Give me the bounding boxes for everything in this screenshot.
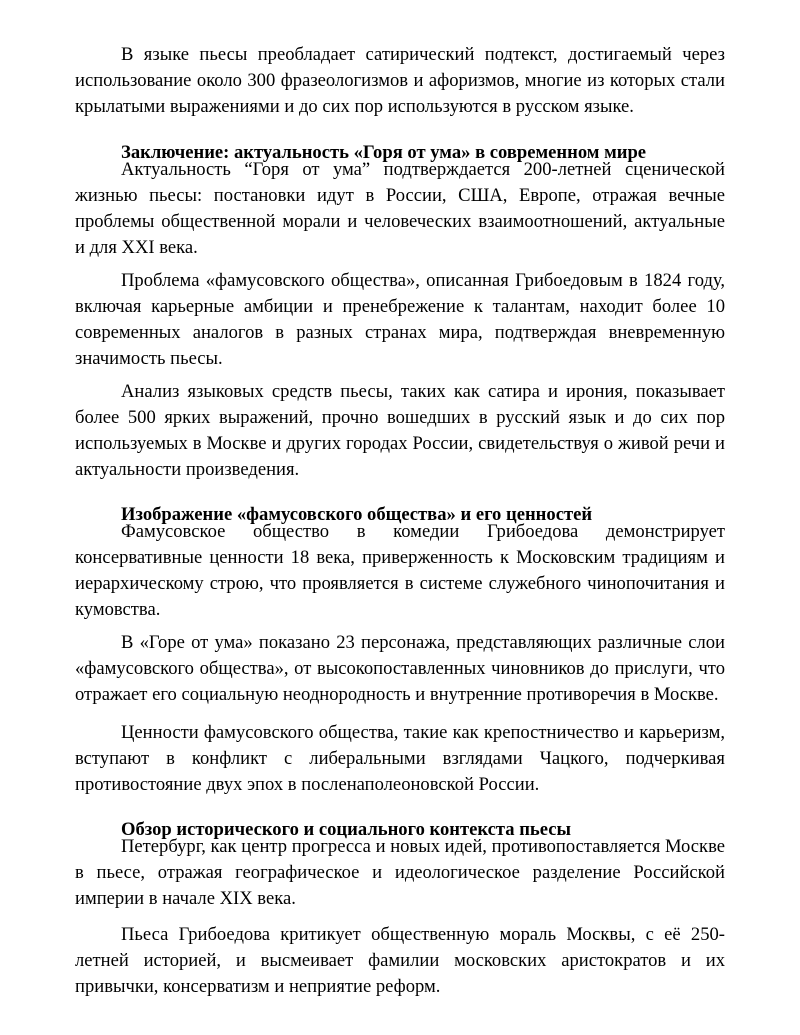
paragraph-language-analysis: Анализ языковых средств пьесы, таких как сатира и ирония, показывает более 500 ярких выражений, прочно вошедших в русский язык и до сих пор используемых в Москве и других городах России, свидетельствуя о живой речи и актуальности произведения. xyxy=(75,381,725,480)
section-heading-conclusion: Заключение: актуальность «Горя от ума» в современном мире xyxy=(121,142,647,163)
paragraph-values-conflict: Ценности фамусовского общества, такие как крепостничество и карьеризм, вступают в конфликт с либеральными взглядами Чацкого, подчеркивая противостояние двух эпох в посленаполеоновской России. xyxy=(75,722,725,795)
section-heading-historical-context: Обзор исторического и социального контекста пьесы xyxy=(121,819,571,840)
paragraph-characters: В «Горе от ума» показано 23 персонажа, представляющих различные слои «фамусовского общества», от высокопоставленных чиновников до прислуги, что отражает его социальную неоднородность и внутренние противоречия в Москве. xyxy=(75,632,725,705)
paragraph-satirical-subtext: В языке пьесы преобладает сатирический подтекст, достигаемый через использование около 300 фразеологизмов и афоризмов, многие из которых стали крылатыми выражениями и до сих пор используются в русском языке. xyxy=(75,44,725,117)
section-heading-famusov-society: Изображение «фамусовского общества» и его ценностей xyxy=(121,504,593,525)
paragraph-conservative-values: Фамусовское общество в комедии Грибоедова демонстрирует консервативные ценности 18 века, приверженность к Московским традициям и иерархическому строю, что проявляется в системе служебного чинопочитания и кумовства. xyxy=(75,521,725,620)
paragraph-famusov-society-problem: Проблема «фамусовского общества», описанная Грибоедовым в 1824 году, включая карьерные амбиции и пренебрежение к талантам, находит более 10 современных аналогов в разных странах мира, подтверждая вневременную значимость пьесы. xyxy=(75,270,725,369)
paragraph-moscow-morality: Пьеса Грибоедова критикует общественную мораль Москвы, с её 250-летней историей, и высмеивает фамилии московских аристократов и их привычки, консерватизм и неприятие реформ. xyxy=(75,924,725,997)
paragraph-relevance: Актуальность “Горя от ума” подтверждается 200-летней сценической жизнью пьесы: постановки идут в России, США, Европе, отражая вечные проблемы общественной морали и человеческих взаимоотношений, актуальные и для XXI века. xyxy=(75,159,725,258)
paragraph-petersburg-moscow: Петербург, как центр прогресса и новых идей, противопоставляется Москве в пьесе, отражая географическое и идеологическое разделение Российской империи в начале XIX века. xyxy=(75,836,725,909)
